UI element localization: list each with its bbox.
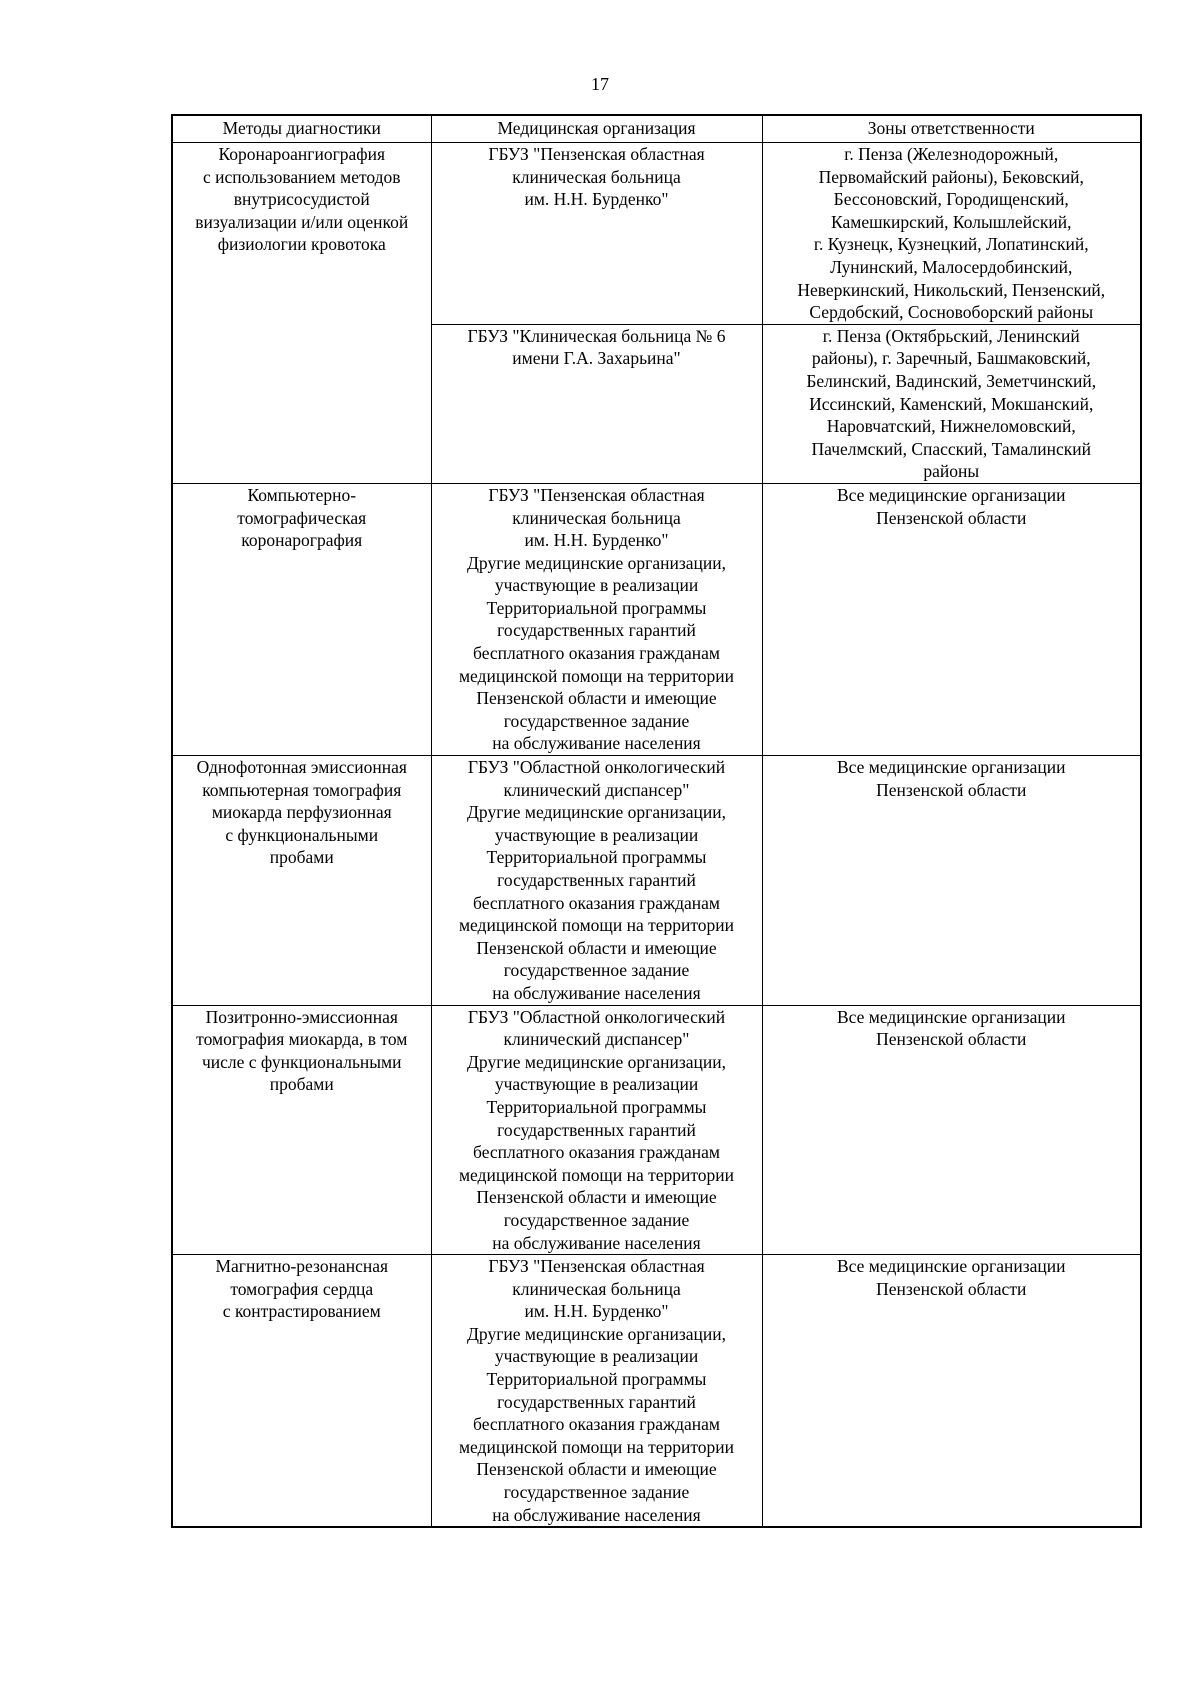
table-row [172,1005,1141,1255]
table-header-row [172,115,1141,143]
organization-cell: ГБУЗ "Пензенская областная клиническая больница им. Н.Н. Бурденко" Другие медицинские организации, участвующие в реализации Территориальной программы государственных гарантий бесплатного оказания гражданам медицинской помощи на территории Пензенской области и имеющие государственное задание на обслуживание населения [431,1255,762,1528]
organization-cell: ГБУЗ "Пензенская областная клиническая больница им. Н.Н. Бурденко" [431,143,762,325]
page-number: 17 [591,74,609,94]
table-row [172,756,1141,1006]
organization-cell: ГБУЗ "Пензенская областная клиническая больница им. Н.Н. Бурденко" Другие медицинские организации, участвующие в реализации Территориальной программы государственных гарантий бесплатного оказания гражданам медицинской помощи на территории Пензенской области и имеющие государственное задание на обслуживание населения [431,483,762,755]
organization-cell: ГБУЗ "Областной онкологический клинический диспансер" Другие медицинские организации, участвующие в реализации Территориальной программы государственных гарантий бесплатного оказания гражданам медицинской помощи на территории Пензенской области и имеющие государственное задание на обслуживание населения [431,756,762,1006]
header-organization: Медицинская организация [431,115,762,143]
zone-cell: Все медицинские организации Пензенской области [762,483,1141,755]
header-methods: Методы диагностики [172,115,431,143]
zone-cell: Все медицинские организации Пензенской области [762,756,1141,1006]
table-row [172,1255,1141,1528]
method-cell: Коронароангиография с использованием методов внутрисосудистой визуализации и/или оценкой физиологии кровотока [172,143,431,484]
organization-cell: ГБУЗ "Клиническая больница № 6 имени Г.А. Захарьина" [431,324,762,483]
method-cell: Позитронно-эмиссионная томография миокарда, в том числе с функциональными пробами [172,1005,431,1255]
header-zones: Зоны ответственности [762,115,1141,143]
method-cell: Магнитно-резонансная томография сердца с контрастированием [172,1255,431,1528]
table-row [172,483,1141,755]
zone-cell: Все медицинские организации Пензенской области [762,1255,1141,1528]
zone-cell: г. Пенза (Октябрьский, Ленинский районы), г. Заречный, Башмаковский, Белинский, Вадинский, Земетчинский, Иссинский, Каменский, Мокшанский, Наровчатский, Нижнеломовский, Пачелмский, Спасский, Тамалинский районы [762,324,1141,483]
organization-cell: ГБУЗ "Областной онкологический клинический диспансер" Другие медицинские организации, участвующие в реализации Территориальной программы государственных гарантий бесплатного оказания гражданам медицинской помощи на территории Пензенской области и имеющие государственное задание на обслуживание населения [431,1005,762,1255]
method-cell: Однофотонная эмиссионная компьютерная томография миокарда перфузионная с функциональными пробами [172,756,431,1006]
method-cell: Компьютерно- томографическая коронарография [172,483,431,755]
zone-cell: Все медицинские организации Пензенской области [762,1005,1141,1255]
table-row [172,143,1141,325]
diagnostics-table [171,114,1142,1528]
zone-cell: г. Пенза (Железнодорожный, Первомайский районы), Бековский, Бессоновский, Городищенский, Камешкирский, Колышлейский, г. Кузнецк, Кузнецкий, Лопатинский, Лунинский, Малосердобинский, Неверкинский, Никольский, Пензенский, Сердобский, Сосновоборский районы [762,143,1141,325]
